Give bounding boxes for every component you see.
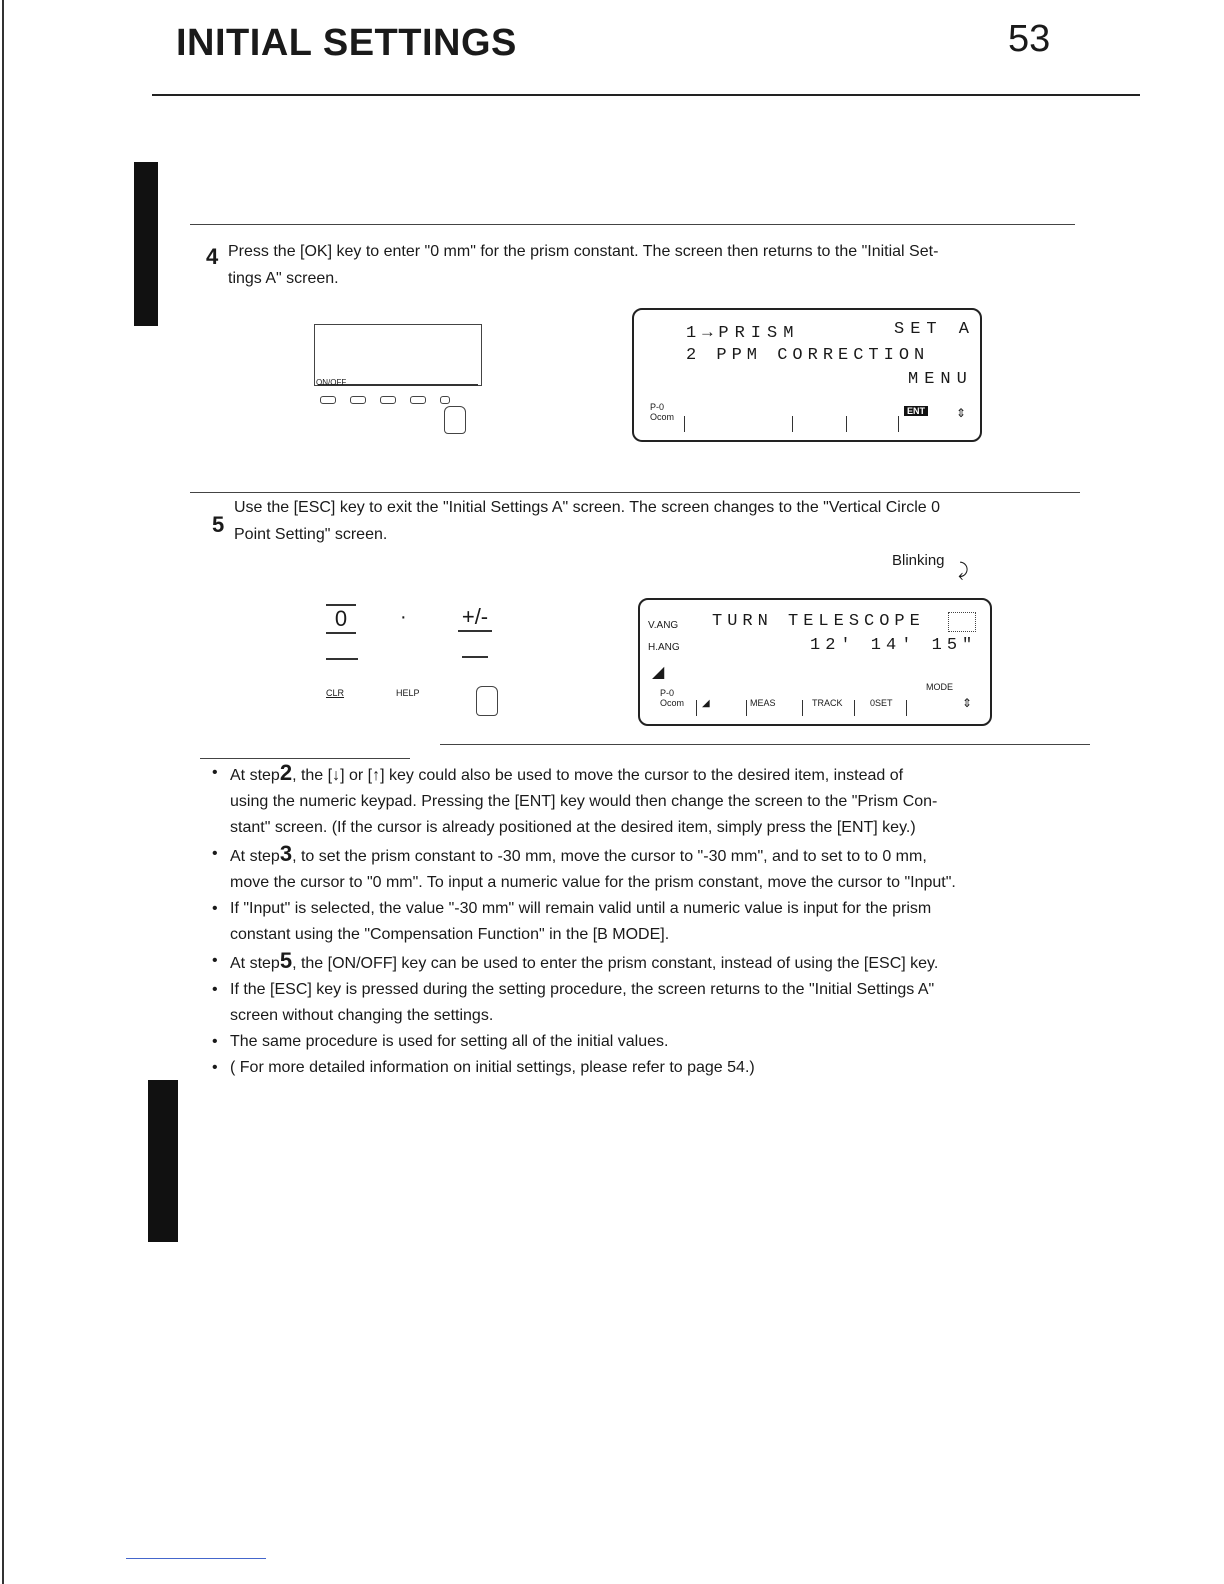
step5-lcd-screen bbox=[638, 598, 992, 726]
lcd-ent-badge: ENT bbox=[904, 406, 928, 416]
page-number: 53 bbox=[1008, 18, 1051, 60]
hand-pointer-icon-2 bbox=[476, 686, 498, 716]
blinking-cursor bbox=[948, 612, 976, 632]
lcd-v-label: V.ANG bbox=[648, 620, 679, 631]
step4-rule bbox=[190, 224, 1075, 225]
clr-key: CLR bbox=[326, 688, 345, 698]
blinking-arrow-icon: ⤸ bbox=[958, 560, 969, 580]
step4-lcd-screen bbox=[632, 308, 982, 442]
notes-rule-left bbox=[200, 758, 410, 759]
step4-text-line1: Press the [OK] key to enter "0 mm" for the prism constant. The screen then returns to the "Initial Set- bbox=[228, 243, 939, 260]
zero-key: 0 bbox=[326, 604, 356, 634]
keypad-display-window bbox=[314, 324, 482, 386]
margin-bar-bottom bbox=[148, 1080, 178, 1242]
keypad-buttons bbox=[320, 396, 480, 406]
step5-rule bbox=[190, 492, 1080, 493]
on-off-label: ON/OFF bbox=[316, 378, 347, 387]
step5-keypad bbox=[320, 600, 510, 718]
blinking-label: Blinking bbox=[892, 552, 945, 569]
step5-number: 5 bbox=[212, 512, 225, 537]
note-input: • If "Input" is selected, the value "-30 mm" will remain valid until a numeric value is input for the prism constant using the "Compensation Function" in the [B MODE]. bbox=[212, 900, 932, 943]
scroll-arrow-icon-2: ⇕ bbox=[962, 696, 973, 710]
page-title: INITIAL SETTINGS bbox=[176, 22, 517, 64]
note-same-procedure: • The same procedure is used for setting all of the initial values. bbox=[212, 1033, 669, 1050]
note-esc: • If the [ESC] key is pressed during the setting procedure, the screen returns to the "Initial Settings A" screen without changing the settings. bbox=[212, 981, 935, 1024]
note-step2: • At step2, the [↓] or [↑] key could also be used to move the cursor to the desired item, instead of using the numeric keypad. Pressing the [ENT] key would then change the screen to the "Prism Con- stant" screen. (If the cursor is already positioned at the desired item, simply press the [ENT] key.) bbox=[212, 760, 938, 836]
footer-line bbox=[126, 1558, 266, 1559]
note-step5: • At step5, the [ON/OFF] key can be used to enter the prism constant, instead of using the [ESC] key. bbox=[212, 948, 939, 973]
step4-number: 4 bbox=[206, 244, 219, 269]
lcd-line2: 2 PPM CORRECTION bbox=[686, 346, 930, 365]
lcd-line3: MENU bbox=[908, 370, 973, 389]
step4-keypad bbox=[312, 318, 487, 436]
note-step3: • At step3, to set the prism constant to -30 mm, move the cursor to "-30 mm", and to set to to 0 mm, move the cursor to "0 mm". To input a numeric value for the prism constant, move the cursor to "Input". bbox=[212, 841, 956, 891]
lcd-f1-triangle-icon: ◢ bbox=[702, 698, 710, 709]
lcd-triangle-icon: ◢ bbox=[652, 664, 665, 681]
note-more-info: • ( For more detailed information on initial settings, please refer to page 54.) bbox=[212, 1059, 755, 1076]
lcd-f4-0set: 0SET bbox=[870, 698, 893, 708]
lcd-p0: P-0 bbox=[650, 402, 665, 412]
help-key: HELP bbox=[396, 688, 420, 698]
lcd-ocom: Ocom bbox=[660, 698, 685, 708]
step4-text bbox=[228, 238, 1088, 292]
lcd-line1-right: SET A bbox=[894, 320, 976, 339]
notes-section bbox=[212, 760, 1072, 1081]
step5-text-line1: Use the [ESC] key to exit the "Initial Settings A" screen. The screen changes to the "Vertical Circle 0 bbox=[234, 499, 940, 516]
lcd-p0: P-0 bbox=[660, 688, 675, 698]
lcd-f3-track: TRACK bbox=[812, 698, 843, 708]
notes-rule-right bbox=[440, 744, 1090, 745]
enter-key-line bbox=[462, 656, 488, 658]
dot-key: · bbox=[400, 606, 407, 628]
plusminus-key: +/- bbox=[458, 604, 492, 632]
lcd-line1: 1→PRISM bbox=[686, 324, 800, 343]
scroll-arrow-icon: ⇕ bbox=[956, 406, 967, 420]
clr-key-line bbox=[326, 658, 358, 660]
hand-pointer-icon bbox=[444, 406, 466, 434]
lcd-h-label: H.ANG bbox=[648, 642, 680, 653]
lcd-turn-telescope: TURN TELESCOPE bbox=[712, 612, 925, 631]
lcd-mode: MODE bbox=[926, 682, 953, 692]
margin-bar-top bbox=[134, 162, 158, 326]
lcd-f2-meas: MEAS bbox=[750, 698, 776, 708]
step5-text bbox=[234, 494, 1094, 548]
left-edge-line bbox=[2, 0, 4, 1584]
lcd-angle-value: 12' 14' 15" bbox=[810, 636, 978, 655]
lcd-ocom: Ocom bbox=[650, 412, 675, 422]
step4-text-line2: tings A" screen. bbox=[228, 270, 339, 287]
step5-text-line2: Point Setting" screen. bbox=[234, 526, 388, 543]
header-rule bbox=[152, 94, 1140, 96]
